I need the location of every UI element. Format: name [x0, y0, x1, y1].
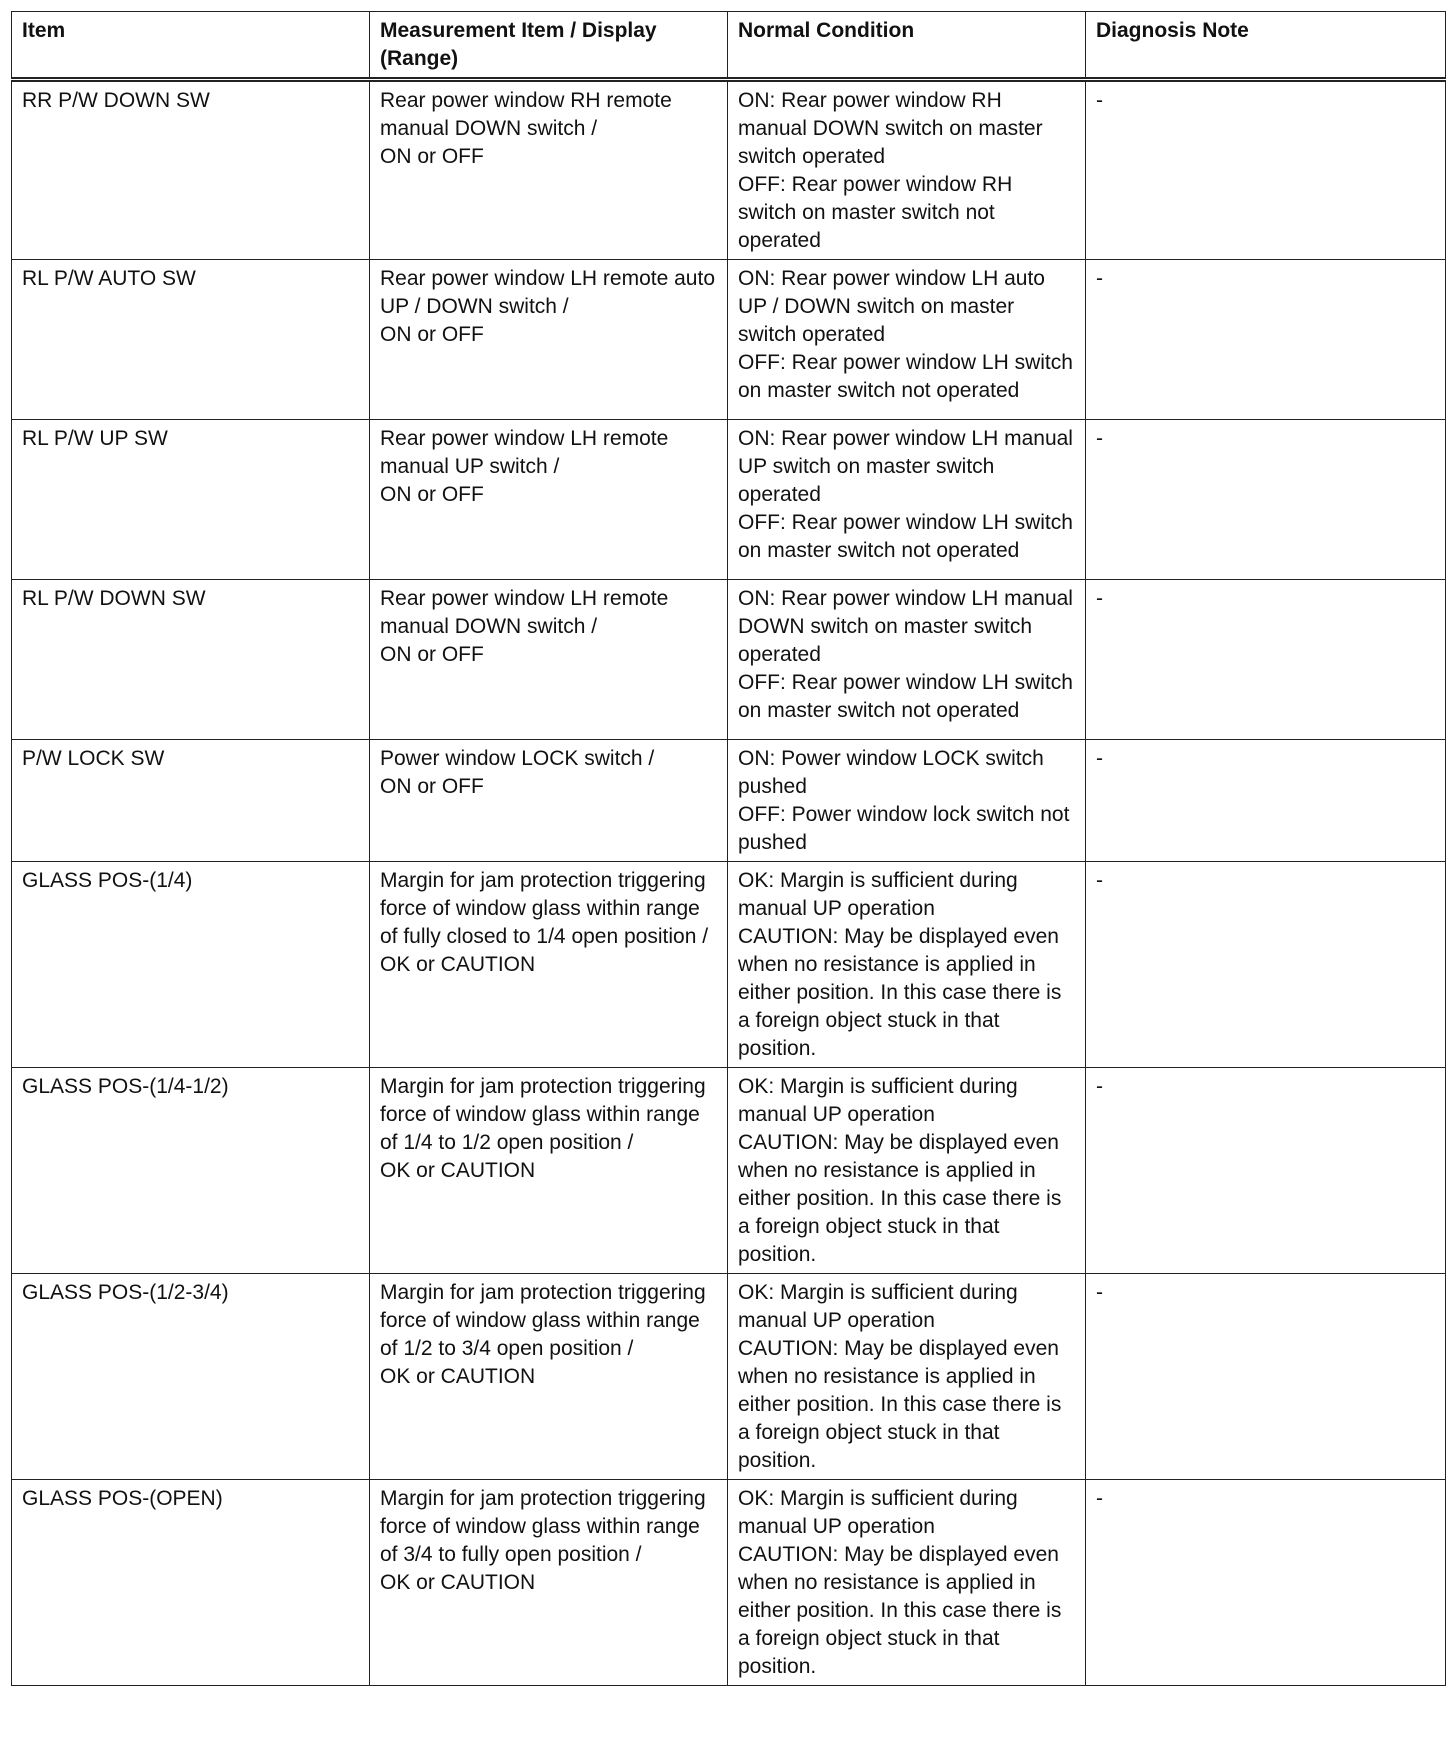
table-row — [12, 80, 1446, 260]
cell-item: RL P/W UP SW — [12, 420, 370, 580]
cell-diagnosis-note: - — [1086, 1274, 1446, 1480]
cell-measurement: Margin for jam protection triggering force of window glass within range of 1/2 to 3/4 open position / OK or CAUTION — [370, 1274, 728, 1480]
cell-item: GLASS POS-(1/4-1/2) — [12, 1068, 370, 1274]
cell-item: GLASS POS-(OPEN) — [12, 1480, 370, 1686]
cell-item: RR P/W DOWN SW — [12, 80, 370, 260]
cell-diagnosis-note: - — [1086, 1068, 1446, 1274]
cell-measurement: Margin for jam protection triggering force of window glass within range of 3/4 to fully open position / OK or CAUTION — [370, 1480, 728, 1686]
table-row — [12, 260, 1446, 420]
cell-diagnosis-note: - — [1086, 260, 1446, 420]
cell-diagnosis-note: - — [1086, 740, 1446, 862]
column-header-item: Item — [12, 12, 370, 80]
table-row — [12, 420, 1446, 580]
column-header-measurement: Measurement Item / Display (Range) — [370, 12, 728, 80]
cell-normal-condition: OK: Margin is sufficient during manual UP operation CAUTION: May be displayed even when no resistance is applied in either position. In this case there is a foreign object stuck in that position. — [728, 1274, 1086, 1480]
cell-normal-condition: ON: Power window LOCK switch pushed OFF: Power window lock switch not pushed — [728, 740, 1086, 862]
cell-item: GLASS POS-(1/4) — [12, 862, 370, 1068]
table-row — [12, 862, 1446, 1068]
column-header-diagnosis-note: Diagnosis Note — [1086, 12, 1446, 80]
cell-normal-condition: ON: Rear power window RH manual DOWN switch on master switch operated OFF: Rear power window RH switch on master switch not operated — [728, 80, 1086, 260]
cell-measurement: Margin for jam protection triggering force of window glass within range of fully closed to 1/4 open position / OK or CAUTION — [370, 862, 728, 1068]
cell-measurement: Rear power window LH remote manual DOWN switch / ON or OFF — [370, 580, 728, 740]
table-row — [12, 740, 1446, 862]
cell-normal-condition: OK: Margin is sufficient during manual UP operation CAUTION: May be displayed even when no resistance is applied in either position. In this case there is a foreign object stuck in that position. — [728, 1068, 1086, 1274]
cell-item: P/W LOCK SW — [12, 740, 370, 862]
table-row — [12, 580, 1446, 740]
table-row — [12, 1274, 1446, 1480]
cell-diagnosis-note: - — [1086, 80, 1446, 260]
cell-measurement: Rear power window LH remote auto UP / DOWN switch / ON or OFF — [370, 260, 728, 420]
table-row — [12, 1480, 1446, 1686]
cell-measurement: Power window LOCK switch / ON or OFF — [370, 740, 728, 862]
cell-diagnosis-note: - — [1086, 862, 1446, 1068]
cell-diagnosis-note: - — [1086, 580, 1446, 740]
column-header-normal-condition: Normal Condition — [728, 12, 1086, 80]
cell-item: RL P/W DOWN SW — [12, 580, 370, 740]
cell-normal-condition: ON: Rear power window LH manual DOWN switch on master switch operated OFF: Rear power window LH switch on master switch not operated — [728, 580, 1086, 740]
cell-normal-condition: ON: Rear power window LH auto UP / DOWN switch on master switch operated OFF: Rear power window LH switch on master switch not operated — [728, 260, 1086, 420]
data-list-table — [11, 11, 1446, 1686]
table-row — [12, 1068, 1446, 1274]
table-header-row — [12, 12, 1446, 80]
cell-measurement: Rear power window LH remote manual UP switch / ON or OFF — [370, 420, 728, 580]
cell-diagnosis-note: - — [1086, 1480, 1446, 1686]
cell-normal-condition: OK: Margin is sufficient during manual UP operation CAUTION: May be displayed even when no resistance is applied in either position. In this case there is a foreign object stuck in that position. — [728, 1480, 1086, 1686]
cell-diagnosis-note: - — [1086, 420, 1446, 580]
cell-measurement: Rear power window RH remote manual DOWN switch / ON or OFF — [370, 80, 728, 260]
cell-item: GLASS POS-(1/2-3/4) — [12, 1274, 370, 1480]
cell-normal-condition: OK: Margin is sufficient during manual UP operation CAUTION: May be displayed even when no resistance is applied in either position. In this case there is a foreign object stuck in that position. — [728, 862, 1086, 1068]
cell-normal-condition: ON: Rear power window LH manual UP switch on master switch operated OFF: Rear power window LH switch on master switch not operated — [728, 420, 1086, 580]
data-table-container — [11, 11, 1445, 1686]
cell-item: RL P/W AUTO SW — [12, 260, 370, 420]
cell-measurement: Margin for jam protection triggering force of window glass within range of 1/4 to 1/2 open position / OK or CAUTION — [370, 1068, 728, 1274]
